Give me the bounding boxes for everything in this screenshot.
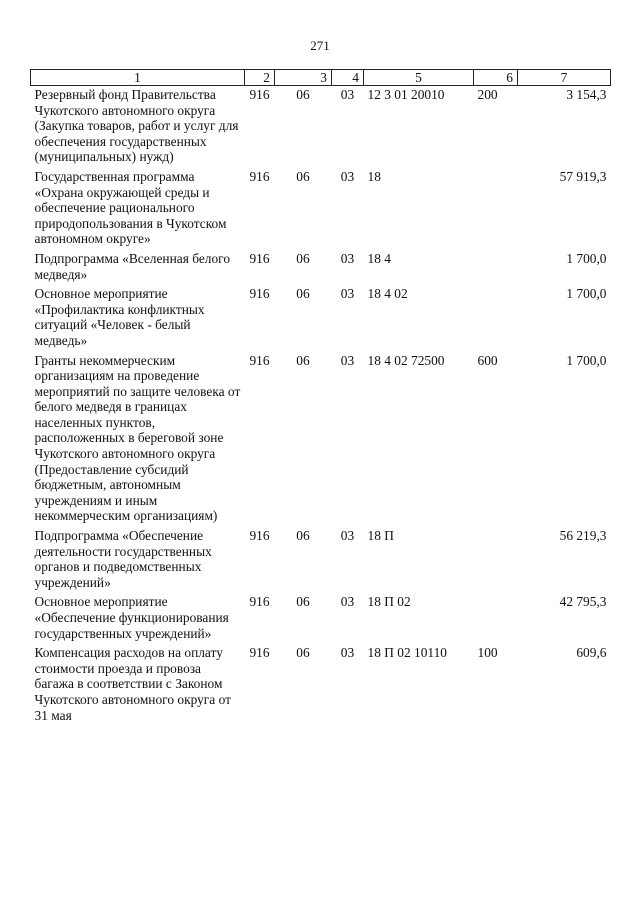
row-grbs: 916 bbox=[249, 645, 270, 661]
table-row bbox=[31, 527, 611, 593]
row-section: 06 bbox=[296, 250, 310, 266]
row-target-code: 18 4 bbox=[367, 250, 391, 266]
row-grbs: 916 bbox=[249, 250, 270, 266]
row-section: 06 bbox=[296, 645, 310, 661]
table-row bbox=[31, 285, 611, 351]
row-subsection: 03 bbox=[340, 286, 355, 302]
row-name: Подпрограмма «Обеспечение деятельности государственных органов и подведомственных учреждений» bbox=[34, 528, 212, 590]
row-subsection: 03 bbox=[340, 87, 355, 102]
row-target-code: 18 П bbox=[367, 528, 394, 544]
row-subsection: 03 bbox=[340, 528, 355, 544]
row-amount: 56 219,3 bbox=[559, 528, 607, 544]
row-name: Подпрограмма «Вселенная белого медведя» bbox=[34, 250, 231, 282]
row-subsection: 03 bbox=[340, 594, 355, 610]
column-header: 3 bbox=[275, 70, 332, 86]
row-target-code: 18 bbox=[367, 168, 381, 184]
row-name: Государственная программа «Охрана окружающей среды и обеспечение рационального природопользования в Чукотском автономном округе» bbox=[34, 168, 227, 247]
table-row bbox=[31, 168, 611, 250]
budget-table bbox=[30, 69, 611, 726]
row-grbs: 916 bbox=[249, 87, 270, 102]
table-row bbox=[31, 352, 611, 528]
table-row bbox=[31, 86, 611, 168]
row-name: Основное мероприятие «Обеспечение функционирования государственных учреждений» bbox=[34, 594, 229, 641]
column-header: 2 bbox=[245, 70, 275, 86]
row-amount: 1 700,0 bbox=[566, 352, 607, 368]
row-name: Компенсация расходов на оплату стоимости проезда и провоза багажа в соответствии с Законом Чукотского автономного округа от 31 мая bbox=[34, 645, 231, 723]
row-amount: 609,6 bbox=[576, 645, 607, 661]
column-header: 4 bbox=[332, 70, 364, 86]
row-amount: 1 700,0 bbox=[566, 250, 607, 266]
row-section: 06 bbox=[296, 87, 310, 102]
row-target-code: 18 4 02 bbox=[367, 286, 408, 302]
row-expense-type bbox=[474, 250, 518, 285]
row-target-code: 18 4 02 72500 bbox=[367, 352, 445, 368]
row-section: 06 bbox=[296, 594, 310, 610]
column-header: 7 bbox=[518, 70, 611, 86]
row-expense-type bbox=[474, 168, 518, 250]
row-expense-type bbox=[474, 285, 518, 351]
row-grbs: 916 bbox=[249, 286, 270, 302]
row-amount: 1 700,0 bbox=[566, 286, 607, 302]
row-section: 06 bbox=[296, 168, 310, 184]
row-subsection: 03 bbox=[340, 250, 355, 266]
column-header: 5 bbox=[364, 70, 474, 86]
row-expense-type bbox=[474, 527, 518, 593]
table-row bbox=[31, 593, 611, 644]
row-amount: 57 919,3 bbox=[559, 168, 607, 184]
row-expense-type bbox=[474, 593, 518, 644]
row-grbs: 916 bbox=[249, 168, 270, 184]
row-target-code: 18 П 02 10110 bbox=[367, 645, 447, 661]
column-header: 6 bbox=[474, 70, 518, 86]
row-grbs: 916 bbox=[249, 594, 270, 610]
row-section: 06 bbox=[296, 528, 310, 544]
table-row bbox=[31, 644, 611, 726]
row-name: Гранты некоммерческим организациям на проведение мероприятий по защите человека от белого медведя в границах населенных пунктов, расположенных в береговой зоне Чукотского автономного округа (Предоставление субсидий бюджетным, автономным учреждениям и иным некоммерческим организациям) bbox=[34, 352, 241, 524]
row-grbs: 916 bbox=[249, 528, 270, 544]
row-amount: 3 154,3 bbox=[566, 87, 607, 102]
row-amount: 42 795,3 bbox=[559, 594, 607, 610]
row-subsection: 03 bbox=[340, 168, 355, 184]
row-expense-type: 600 bbox=[477, 352, 498, 368]
table-row bbox=[31, 250, 611, 285]
column-header: 1 bbox=[31, 70, 245, 86]
row-target-code: 12 3 01 20010 bbox=[367, 87, 445, 102]
row-section: 06 bbox=[296, 286, 310, 302]
row-subsection: 03 bbox=[340, 352, 355, 368]
row-grbs: 916 bbox=[249, 352, 270, 368]
page-number: 271 bbox=[310, 38, 330, 53]
row-expense-type: 100 bbox=[477, 645, 498, 661]
row-name: Резервный фонд Правительства Чукотского автономного округа (Закупка товаров, работ и услуг для обеспечения государственных (муниципальных) нужд) bbox=[34, 87, 239, 165]
row-name: Основное мероприятие «Профилактика конфликтных ситуаций «Человек - белый медведь» bbox=[34, 286, 205, 348]
row-expense-type: 200 bbox=[477, 87, 498, 102]
table-header-row bbox=[31, 70, 611, 86]
row-target-code: 18 П 02 bbox=[367, 594, 411, 610]
row-section: 06 bbox=[296, 352, 310, 368]
row-subsection: 03 bbox=[340, 645, 355, 661]
